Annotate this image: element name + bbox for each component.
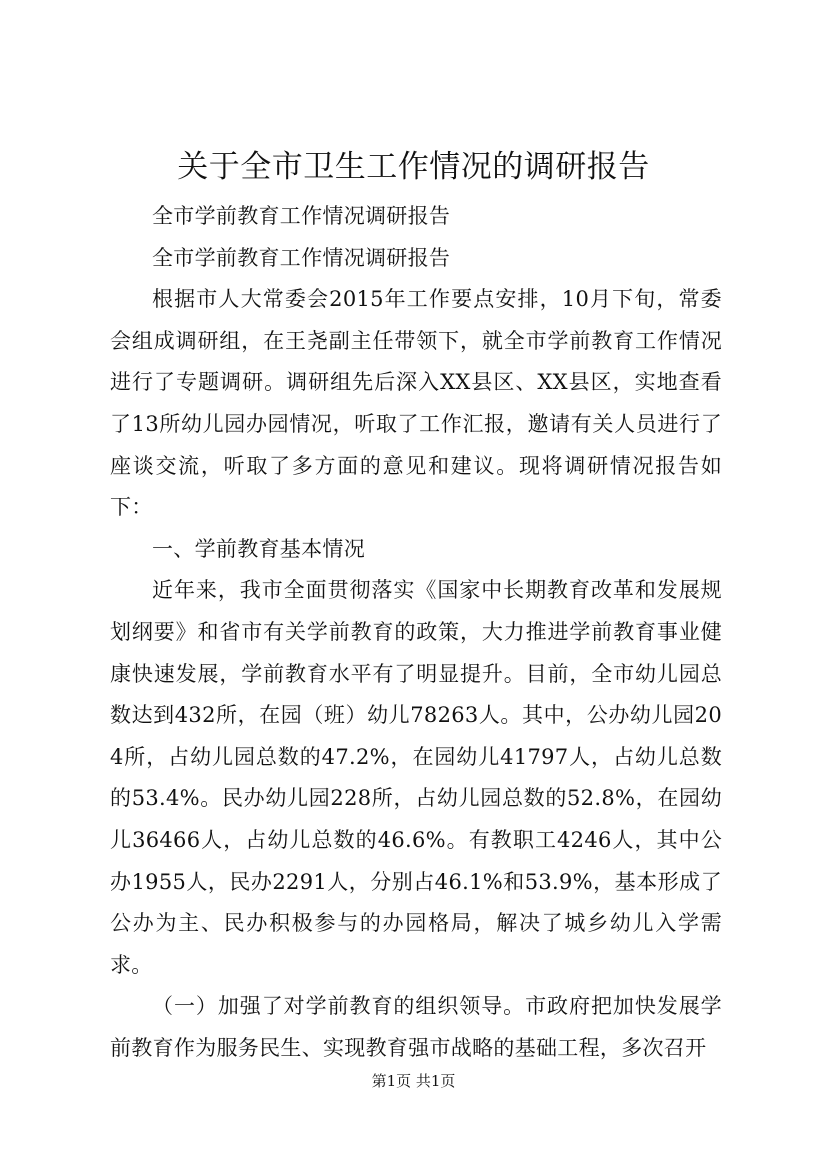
page-footer: 第1页 共1页 — [371, 1072, 456, 1090]
document-body — [110, 196, 722, 1069]
document-title: 关于全市卫生工作情况的调研报告 — [177, 149, 650, 185]
intro-paragraph: 根据市人大常委会2015年工作要点安排，10月下旬，常委会组成调研组，在王尧副主任带领下，就全市学前教育工作情况进行了专题调研。调研组先后深入XX县区、XX县区，实地查看了13所幼儿园办园情况，听取了工作汇报，邀请有关人员进行了座谈交流，听取了多方面的意见和建议。现将调研情况报告如下： — [110, 287, 722, 520]
subtitle-paragraph: 全市学前教育工作情况调研报告 — [152, 204, 451, 228]
subtitle-paragraph-repeat: 全市学前教育工作情况调研报告 — [152, 245, 451, 270]
section-heading: 一、学前教育基本情况 — [152, 536, 365, 561]
basic-situation-paragraph: 近年来，我市全面贯彻落实《国家中长期教育改革和发展规划纲要》和省市有关学前教育的政策，大力推进学前教育事业健康快速发展，学前教育水平有了明显提升。目前，全市幼儿园总数达到432所，在园（班）幼儿78263人。其中，公办幼儿园204所，占幼儿园总数的47.2%，在园幼儿41797人，占幼儿总数的53.4%。民办幼儿园228所，占幼儿园总数的52.8%，在园幼儿36466人，占幼儿总数的46.6%。有教职工4246人，其中公办1955人，民办2291人，分别占46.1%和53.9%，基本形成了公办为主、民办积极参与的办园格局，解决了城乡幼儿入学需求。 — [110, 578, 722, 977]
subsection-paragraph: （一）加强了对学前教育的组织领导。市政府把加快发展学前教育作为服务民生、实现教育强市战略的基础工程，多次召开 — [110, 994, 722, 1060]
